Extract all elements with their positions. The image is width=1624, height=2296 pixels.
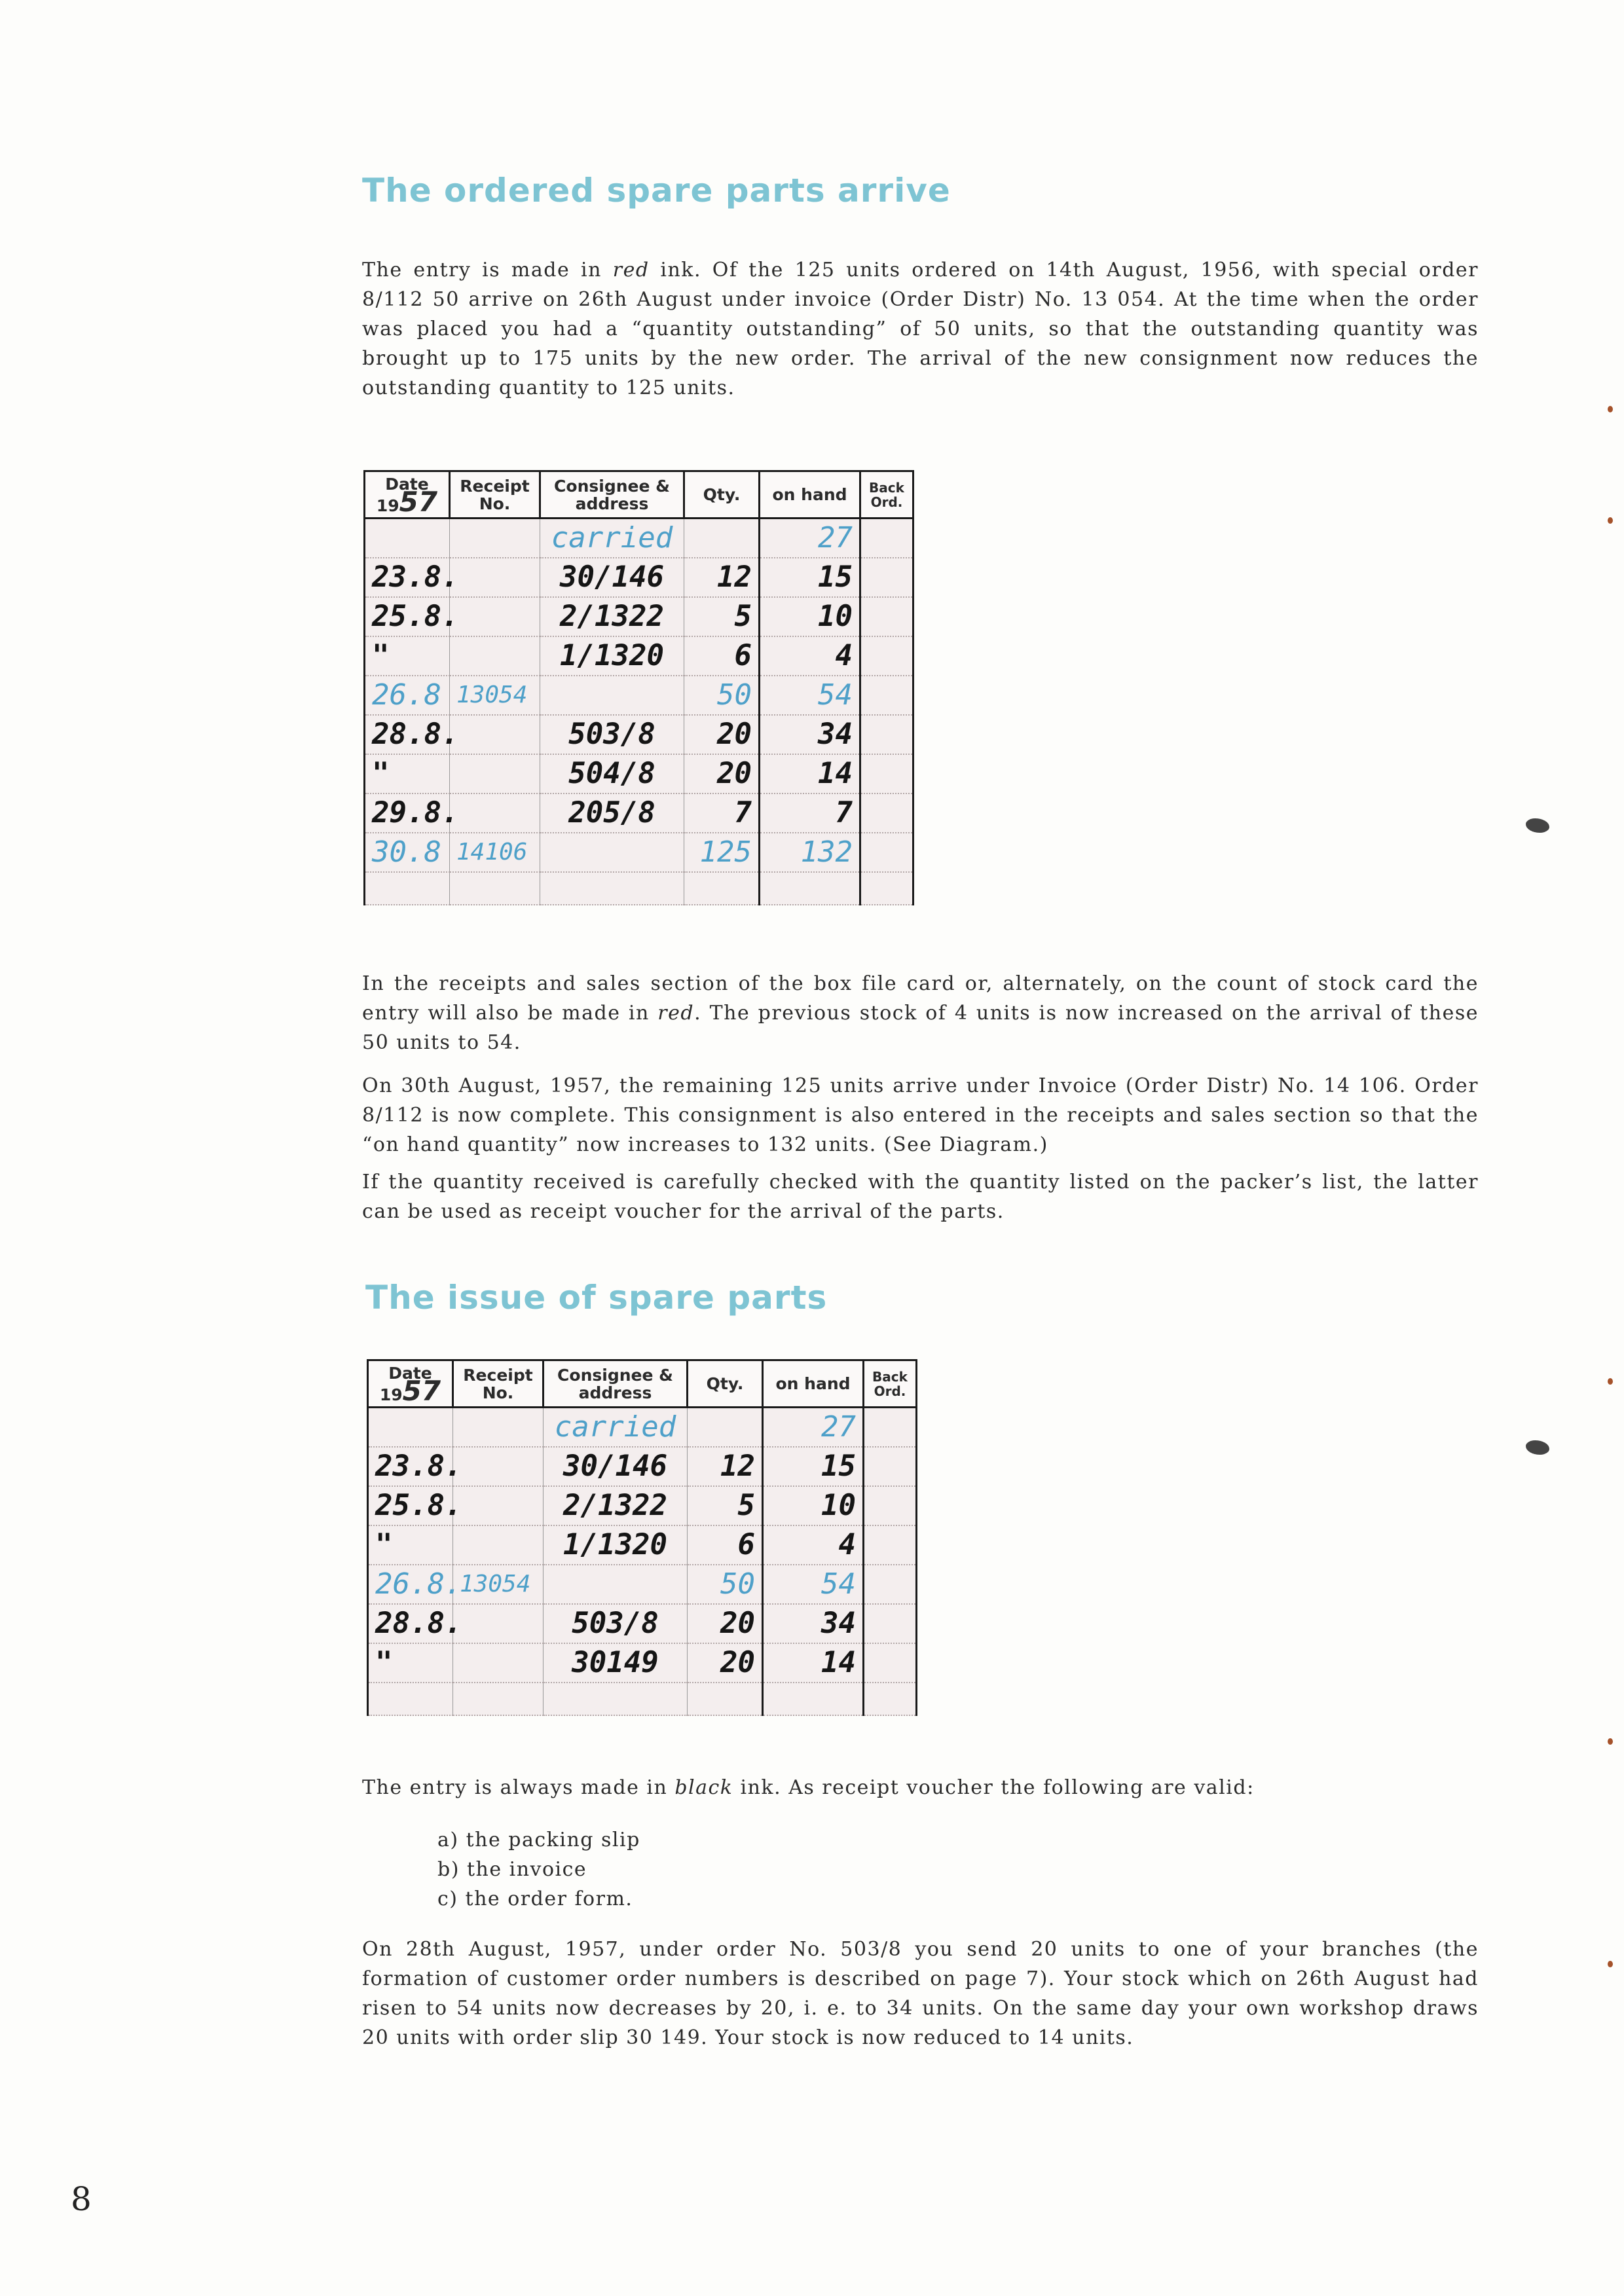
back-order-cell <box>860 597 913 636</box>
table-row <box>365 793 913 833</box>
date-cell: 26.8. <box>368 1565 453 1604</box>
header-receipt-no: Receipt No. <box>453 1360 544 1408</box>
date-cell: 23.8. <box>368 1447 453 1486</box>
paragraph-stock-reduction: On 28th August, 1957, under order No. 503/8 you send 20 units to one of your branches (the formation of customer order numbers is described on page 7). Your stock which on 26th August had risen to 54 units now decreases by 20, i. e. to 34 units. On the same day your own workshop draws 20 units with order slip 30 149. Your stock is now reduced to 14 units. <box>362 1938 1479 2049</box>
paragraph-remaining-units: On 30th August, 1957, the remaining 125 units arrive under Invoice (Order Distr) No. 14 106. Order 8/112 is now complete. This consignment is also entered in the receipts and sales section so that the “on hand quantity” now increases to 132 units. (See Diagram.) <box>362 1074 1479 1156</box>
table-row <box>365 597 913 636</box>
header-date: Date 1957 <box>365 471 450 519</box>
back-order-cell <box>864 1683 917 1715</box>
back-order-cell <box>860 833 913 872</box>
date-cell: 25.8. <box>368 1486 453 1525</box>
back-order-cell <box>864 1408 917 1448</box>
on-hand-cell: 14 <box>760 754 860 793</box>
qty-cell <box>688 1408 763 1448</box>
qty-cell: 20 <box>688 1643 763 1683</box>
paragraph-receipts-section <box>362 969 1479 1057</box>
qty-cell <box>688 1683 763 1715</box>
black-ink-text-emphasis: black <box>674 1776 733 1799</box>
table-row <box>365 754 913 793</box>
back-order-cell <box>864 1643 917 1683</box>
back-order-cell <box>860 558 913 597</box>
table-row <box>368 1643 917 1683</box>
on-hand-cell: 54 <box>760 676 860 715</box>
back-order-cell <box>860 793 913 833</box>
back-order-cell <box>860 715 913 754</box>
date-cell <box>368 1408 453 1448</box>
on-hand-cell: 15 <box>760 558 860 597</box>
receipt-cell <box>453 1683 544 1715</box>
on-hand-cell: 54 <box>763 1565 864 1604</box>
intro-paragraph <box>362 255 1479 403</box>
qty-cell: 125 <box>684 833 760 872</box>
receipt-cell: 14106 <box>450 833 540 872</box>
receipt-cell <box>450 872 540 905</box>
date-cell: 30.8 <box>365 833 450 872</box>
paragraph-black-ink <box>362 1773 1479 1802</box>
consignee-cell: 1/1320 <box>544 1525 688 1565</box>
blank-row <box>365 872 913 905</box>
date-cell: " <box>368 1643 453 1683</box>
date-cell <box>365 519 450 558</box>
date-cell: 25.8. <box>365 597 450 636</box>
qty-cell: 6 <box>688 1525 763 1565</box>
table-row <box>368 1408 917 1448</box>
receipt-cell <box>450 597 540 636</box>
page-number: 8 <box>71 2180 92 2218</box>
header-receipt-no: Receipt No. <box>450 471 540 519</box>
consignee-cell <box>540 872 684 905</box>
consignee-cell: 504/8 <box>540 754 684 793</box>
table-row <box>365 519 913 558</box>
consignee-cell: 30/146 <box>540 558 684 597</box>
binding-mark <box>1608 406 1613 412</box>
receipt-cell <box>450 519 540 558</box>
black-ink-text-end: ink. As receipt voucher the following are valid: <box>733 1776 1255 1799</box>
receipt-cell: 13054 <box>450 676 540 715</box>
intro-text-emphasis: red <box>612 259 650 282</box>
receipt-cell: 13054 <box>453 1565 544 1604</box>
table-row <box>368 1525 917 1565</box>
receipt-cell <box>450 754 540 793</box>
table-row <box>365 833 913 872</box>
receipt-cell <box>453 1643 544 1683</box>
on-hand-cell: 7 <box>760 793 860 833</box>
qty-cell: 20 <box>684 715 760 754</box>
on-hand-cell: 10 <box>763 1486 864 1525</box>
qty-cell: 7 <box>684 793 760 833</box>
list-item: b) the invoice <box>437 1858 587 1881</box>
qty-cell: 12 <box>688 1447 763 1486</box>
header-back-ord: Back Ord. <box>864 1360 917 1408</box>
stock-card-receipts <box>363 470 914 905</box>
on-hand-cell: 4 <box>760 636 860 676</box>
consignee-cell: carried <box>544 1408 688 1448</box>
receipt-cell <box>453 1408 544 1448</box>
intro-text-end: ink. Of the 125 units ordered on 14th August, 1956, with special order 8/112 50 arrive on 26th August under invoice (Order Distr) No. 13 054. At the time when the order was placed you had a “quantity outstanding” of 50 units, so that the outstanding quantity was brought up to 175 units by the new order. The arrival of the new consignment now reduces the outstanding quantity to 125 units. <box>362 259 1479 399</box>
black-ink-text-start: The entry is always made in <box>362 1776 675 1799</box>
back-order-cell <box>860 519 913 558</box>
blank-row <box>368 1683 917 1715</box>
consignee-cell: 30/146 <box>544 1447 688 1486</box>
header-qty: Qty. <box>684 471 760 519</box>
on-hand-cell: 27 <box>760 519 860 558</box>
date-cell: 29.8. <box>365 793 450 833</box>
header-on-hand: on hand <box>760 471 860 519</box>
back-order-cell <box>864 1604 917 1643</box>
back-order-cell <box>860 872 913 905</box>
binding-mark <box>1608 1961 1613 1967</box>
receipt-cell <box>450 793 540 833</box>
section-heading-arrive: The ordered spare parts arrive <box>362 172 951 210</box>
on-hand-cell: 10 <box>760 597 860 636</box>
consignee-cell <box>540 676 684 715</box>
table-row <box>368 1565 917 1604</box>
consignee-cell: 30149 <box>544 1643 688 1683</box>
back-order-cell <box>864 1486 917 1525</box>
consignee-cell <box>540 833 684 872</box>
para2-text-start: In the receipts and sales section of the box file card or, alternately, on the count of stock card the entry will also be made in <box>362 972 1479 1025</box>
receipt-cell <box>450 715 540 754</box>
table-row <box>365 636 913 676</box>
voucher-list <box>437 1825 640 1914</box>
qty-cell: 12 <box>684 558 760 597</box>
back-order-cell <box>860 636 913 676</box>
table-row <box>368 1486 917 1525</box>
date-cell: " <box>365 636 450 676</box>
on-hand-cell: 34 <box>760 715 860 754</box>
date-cell: " <box>365 754 450 793</box>
table-row <box>368 1604 917 1643</box>
list-item: a) the packing slip <box>437 1829 640 1851</box>
on-hand-cell <box>760 872 860 905</box>
on-hand-cell <box>763 1683 864 1715</box>
consignee-cell: 2/1322 <box>540 597 684 636</box>
qty-cell <box>684 872 760 905</box>
binding-mark <box>1608 1738 1613 1745</box>
receipt-cell <box>450 558 540 597</box>
intro-text-start: The entry is made in <box>362 259 613 282</box>
consignee-cell: 205/8 <box>540 793 684 833</box>
qty-cell: 5 <box>688 1486 763 1525</box>
header-consignee: Consignee & address <box>540 471 684 519</box>
section-heading-issue: The issue of spare parts <box>365 1279 828 1317</box>
on-hand-cell: 34 <box>763 1604 864 1643</box>
consignee-cell: 1/1320 <box>540 636 684 676</box>
qty-cell: 50 <box>684 676 760 715</box>
stock-card-issues <box>367 1359 917 1716</box>
para2-text-emphasis: red <box>657 1002 695 1025</box>
table-row <box>365 558 913 597</box>
header-date: Date 1957 <box>368 1360 453 1408</box>
header-on-hand: on hand <box>763 1360 864 1408</box>
on-hand-cell: 132 <box>760 833 860 872</box>
consignee-cell <box>544 1683 688 1715</box>
on-hand-cell: 4 <box>763 1525 864 1565</box>
receipt-cell <box>453 1447 544 1486</box>
qty-cell: 50 <box>688 1565 763 1604</box>
binding-mark <box>1608 1378 1613 1385</box>
header-consignee: Consignee & address <box>544 1360 688 1408</box>
back-order-cell <box>860 676 913 715</box>
consignee-cell <box>544 1565 688 1604</box>
on-hand-cell: 27 <box>763 1408 864 1448</box>
back-order-cell <box>864 1565 917 1604</box>
back-order-cell <box>864 1447 917 1486</box>
back-order-cell <box>864 1525 917 1565</box>
date-cell: " <box>368 1525 453 1565</box>
qty-cell: 20 <box>688 1604 763 1643</box>
date-cell <box>368 1683 453 1715</box>
date-cell: 26.8 <box>365 676 450 715</box>
qty-cell <box>684 519 760 558</box>
on-hand-cell: 14 <box>763 1643 864 1683</box>
consignee-cell: 2/1322 <box>544 1486 688 1525</box>
table-row <box>365 676 913 715</box>
receipt-cell <box>453 1525 544 1565</box>
consignee-cell: carried <box>540 519 684 558</box>
back-order-cell <box>860 754 913 793</box>
para2-text-end: . The previous stock of 4 units is now increased on the arrival of these 50 units to 54. <box>362 1002 1479 1054</box>
consignee-cell: 503/8 <box>540 715 684 754</box>
date-cell: 28.8. <box>368 1604 453 1643</box>
receipt-cell <box>453 1486 544 1525</box>
on-hand-cell: 15 <box>763 1447 864 1486</box>
table-row <box>368 1447 917 1486</box>
list-item: c) the order form. <box>437 1887 633 1910</box>
qty-cell: 6 <box>684 636 760 676</box>
date-cell: 28.8. <box>365 715 450 754</box>
qty-cell: 5 <box>684 597 760 636</box>
receipt-cell <box>450 636 540 676</box>
table-row <box>365 715 913 754</box>
punch-hole <box>1526 818 1549 833</box>
consignee-cell: 503/8 <box>544 1604 688 1643</box>
punch-hole <box>1526 1440 1549 1455</box>
paragraph-receipt-voucher: If the quantity received is carefully checked with the quantity listed on the packer’s list, the latter can be used as receipt voucher for the arrival of the parts. <box>362 1171 1479 1223</box>
header-back-ord: Back Ord. <box>860 471 913 519</box>
qty-cell: 20 <box>684 754 760 793</box>
date-cell: 23.8. <box>365 558 450 597</box>
date-cell <box>365 872 450 905</box>
receipt-cell <box>453 1604 544 1643</box>
header-qty: Qty. <box>688 1360 763 1408</box>
binding-mark <box>1608 517 1613 524</box>
